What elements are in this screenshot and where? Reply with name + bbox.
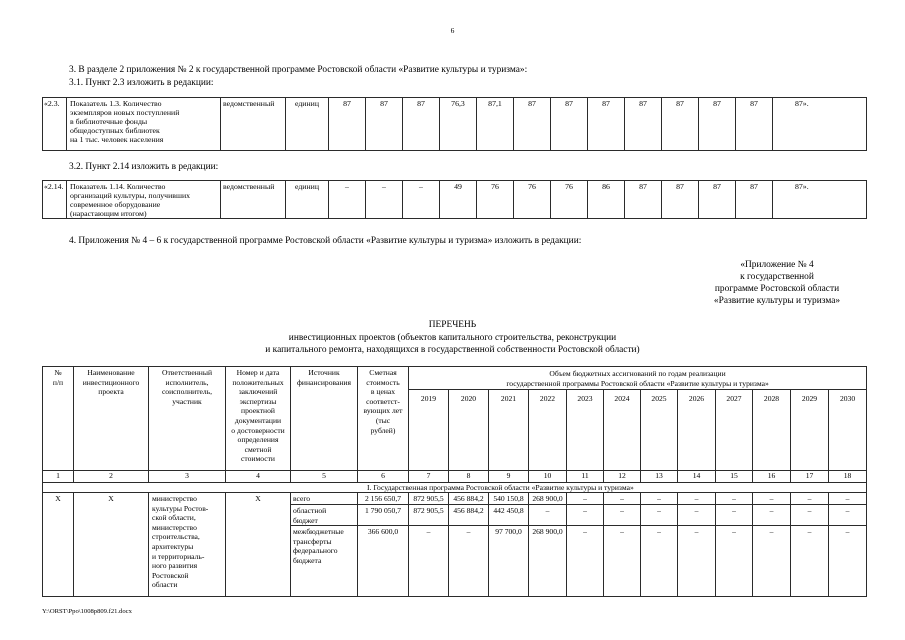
year-amount: – — [567, 505, 604, 526]
year-amount: – — [716, 505, 753, 526]
column-number: 3 — [149, 471, 226, 483]
indicator-value: 87 — [662, 181, 699, 219]
year-amount: 456 884,2 — [449, 505, 489, 526]
year-amount: – — [641, 505, 678, 526]
indicator-unit: единиц — [286, 181, 329, 219]
year-amount: – — [716, 526, 753, 597]
list-subtitle-line: инвестиционных проектов (объектов капитального строительства, реконструкции — [288, 332, 617, 343]
header-project-name: Наименование инвестиционного проекта — [74, 367, 149, 471]
column-number: 14 — [678, 471, 716, 483]
header-expertise: Номер и дата положительных заключений экспертизы проектной документации о достоверности определения сметной стоимости — [226, 367, 291, 471]
column-number: 2 — [74, 471, 149, 483]
indicator-value: 87». — [773, 181, 867, 219]
year-amount: – — [753, 505, 791, 526]
appendix-header-line: «Приложение № 4 — [740, 260, 814, 270]
year-amount: – — [641, 493, 678, 505]
funding-source: межбюджетные трансферты федерального бюджета — [291, 526, 358, 597]
year-amount: 97 700,0 — [489, 526, 529, 597]
indicator-value: 87 — [736, 98, 773, 151]
year-amount: 456 884,2 — [449, 493, 489, 505]
indicator-value: 87 — [403, 98, 440, 151]
year-amount: – — [567, 526, 604, 597]
column-number: 5 — [291, 471, 358, 483]
project-number: X — [43, 493, 74, 597]
list-subtitle-line: и капитального ремонта, находящихся в государственной собственности Ростовской области) — [265, 345, 640, 355]
header-year: 2027 — [716, 390, 753, 471]
funding-source: областной бюджет — [291, 505, 358, 526]
header-year: 2021 — [489, 390, 529, 471]
funding-row-total — [43, 493, 867, 505]
indicator-value: 49 — [440, 181, 477, 219]
list-title: ПЕРЕЧЕНЬ — [428, 320, 477, 330]
project-expertise: X — [226, 493, 291, 597]
year-amount: – — [604, 526, 641, 597]
column-number: 7 — [409, 471, 449, 483]
investment-projects-table — [42, 366, 867, 597]
indicator-value: 87 — [514, 98, 551, 151]
header-funding-source: Источник финансирования — [291, 367, 358, 471]
appendix-header — [689, 259, 865, 307]
indicator-value: – — [403, 181, 440, 219]
indicator-value: 87 — [588, 98, 625, 151]
year-amount: – — [791, 505, 829, 526]
column-number-row — [43, 471, 867, 483]
indicator-type: ведомственный — [221, 98, 286, 151]
header-estimated-cost: Сметная стоимость в ценах соответст- вующих лет (тыс рублей) — [358, 367, 409, 471]
year-amount: – — [829, 526, 867, 597]
indicator-name: Показатель 1.3. Количество экземпляров новых поступлений в библиотечные фонды общедоступных библиотек на 1 тыс. человек населения — [67, 98, 221, 151]
header-year: 2025 — [641, 390, 678, 471]
year-amount: 872 905,5 — [409, 493, 449, 505]
indicator-table-2-3 — [42, 97, 867, 151]
indicator-table-2-14 — [42, 180, 867, 219]
section-title: I. Государственная программа Ростовской области «Развитие культуры и туризма» — [43, 483, 867, 493]
year-amount: – — [449, 526, 489, 597]
column-number: 10 — [529, 471, 567, 483]
funding-source: всего — [291, 493, 358, 505]
appendix-header-line: «Развитие культуры и туризма» — [713, 296, 841, 306]
indicator-value: 87 — [736, 181, 773, 219]
indicator-row — [43, 98, 867, 151]
year-amount: 268 900,0 — [529, 493, 567, 505]
year-amount: – — [829, 493, 867, 505]
project-name: X — [74, 493, 149, 597]
indicator-value: 87 — [699, 181, 736, 219]
file-path-footer: Y:\ORST\Ppo\1008p809.f21.docx — [42, 608, 132, 615]
column-number: 1 — [43, 471, 74, 483]
indicator-number: «2.3. — [43, 98, 67, 151]
indicator-value: 87». — [773, 98, 867, 151]
header-budget-allocations: Объем бюджетных ассигнований по годам реализации государственной программы Ростовской области «Развитие культуры и туризма» — [409, 367, 867, 390]
estimated-cost: 2 156 650,7 — [358, 493, 409, 505]
paragraph-4: 4. Приложения № 4 – 6 к государственной программе Ростовской области «Развитие культуры и туризма» изложить в редакции: — [69, 236, 582, 246]
indicator-value: 87 — [551, 98, 588, 151]
appendix-header-line: программе Ростовской области — [714, 284, 840, 294]
table-header-row — [43, 367, 867, 390]
indicator-value: – — [329, 181, 366, 219]
year-amount: – — [791, 526, 829, 597]
year-amount: – — [567, 493, 604, 505]
estimated-cost: 1 790 050,7 — [358, 505, 409, 526]
header-year: 2019 — [409, 390, 449, 471]
indicator-value: 87,1 — [477, 98, 514, 151]
year-amount: – — [716, 493, 753, 505]
paragraph-3-1: 3.1. Пункт 2.3 изложить в редакции: — [69, 78, 214, 88]
year-amount: 268 900,0 — [529, 526, 567, 597]
year-amount: – — [678, 526, 716, 597]
indicator-value: 76 — [477, 181, 514, 219]
indicator-value: 87 — [662, 98, 699, 151]
header-year: 2022 — [529, 390, 567, 471]
section-row — [43, 483, 867, 493]
page-number: 6 — [450, 26, 455, 35]
appendix-header-line: к государственной — [740, 272, 814, 282]
year-amount: – — [753, 493, 791, 505]
year-amount: – — [753, 526, 791, 597]
header-year: 2026 — [678, 390, 716, 471]
indicator-number: «2.14. — [43, 181, 67, 219]
paragraph-3: 3. В разделе 2 приложения № 2 к государственной программе Ростовской области «Развитие культуры и туризма»: — [69, 65, 528, 75]
column-number: 4 — [226, 471, 291, 483]
year-amount: 442 450,8 — [489, 505, 529, 526]
column-number: 13 — [641, 471, 678, 483]
header-year: 2020 — [449, 390, 489, 471]
indicator-value: 76 — [514, 181, 551, 219]
indicator-type: ведомственный — [221, 181, 286, 219]
header-number: № п/п — [43, 367, 74, 471]
indicator-row — [43, 181, 867, 219]
year-amount: – — [678, 493, 716, 505]
column-number: 15 — [716, 471, 753, 483]
indicator-value: 87 — [699, 98, 736, 151]
header-year: 2028 — [753, 390, 791, 471]
year-amount: – — [641, 526, 678, 597]
header-year: 2024 — [604, 390, 641, 471]
header-executor: Ответственный исполнитель, соисполнитель, участник — [149, 367, 226, 471]
paragraph-3-2: 3.2. Пункт 2.14 изложить в редакции: — [69, 162, 219, 172]
indicator-value: 87 — [625, 181, 662, 219]
indicator-value: 76,3 — [440, 98, 477, 151]
project-executor: министерство культуры Ростов- ской области, министерство строительства, архитектуры и территориаль- ного развития Ростовской области — [149, 493, 226, 597]
column-number: 12 — [604, 471, 641, 483]
year-amount: – — [829, 505, 867, 526]
year-amount: – — [604, 493, 641, 505]
header-year: 2030 — [829, 390, 867, 471]
column-number: 6 — [358, 471, 409, 483]
year-amount: – — [791, 493, 829, 505]
column-number: 16 — [753, 471, 791, 483]
header-year: 2029 — [791, 390, 829, 471]
column-number: 17 — [791, 471, 829, 483]
indicator-value: 76 — [551, 181, 588, 219]
column-number: 18 — [829, 471, 867, 483]
header-year: 2023 — [567, 390, 604, 471]
indicator-name: Показатель 1.14. Количество организаций культуры, получивших современное оборудование (нарастающим итогом) — [67, 181, 221, 219]
indicator-value: 87 — [366, 98, 403, 151]
year-amount: – — [604, 505, 641, 526]
year-amount: 872 905,5 — [409, 505, 449, 526]
year-amount: – — [529, 505, 567, 526]
indicator-value: 87 — [329, 98, 366, 151]
indicator-value: – — [366, 181, 403, 219]
column-number: 8 — [449, 471, 489, 483]
column-number: 9 — [489, 471, 529, 483]
column-number: 11 — [567, 471, 604, 483]
estimated-cost: 366 600,0 — [358, 526, 409, 597]
year-amount: – — [678, 505, 716, 526]
list-title-block — [0, 319, 905, 357]
year-amount: 540 150,8 — [489, 493, 529, 505]
indicator-value: 86 — [588, 181, 625, 219]
year-amount: – — [409, 526, 449, 597]
indicator-unit: единиц — [286, 98, 329, 151]
indicator-value: 87 — [625, 98, 662, 151]
